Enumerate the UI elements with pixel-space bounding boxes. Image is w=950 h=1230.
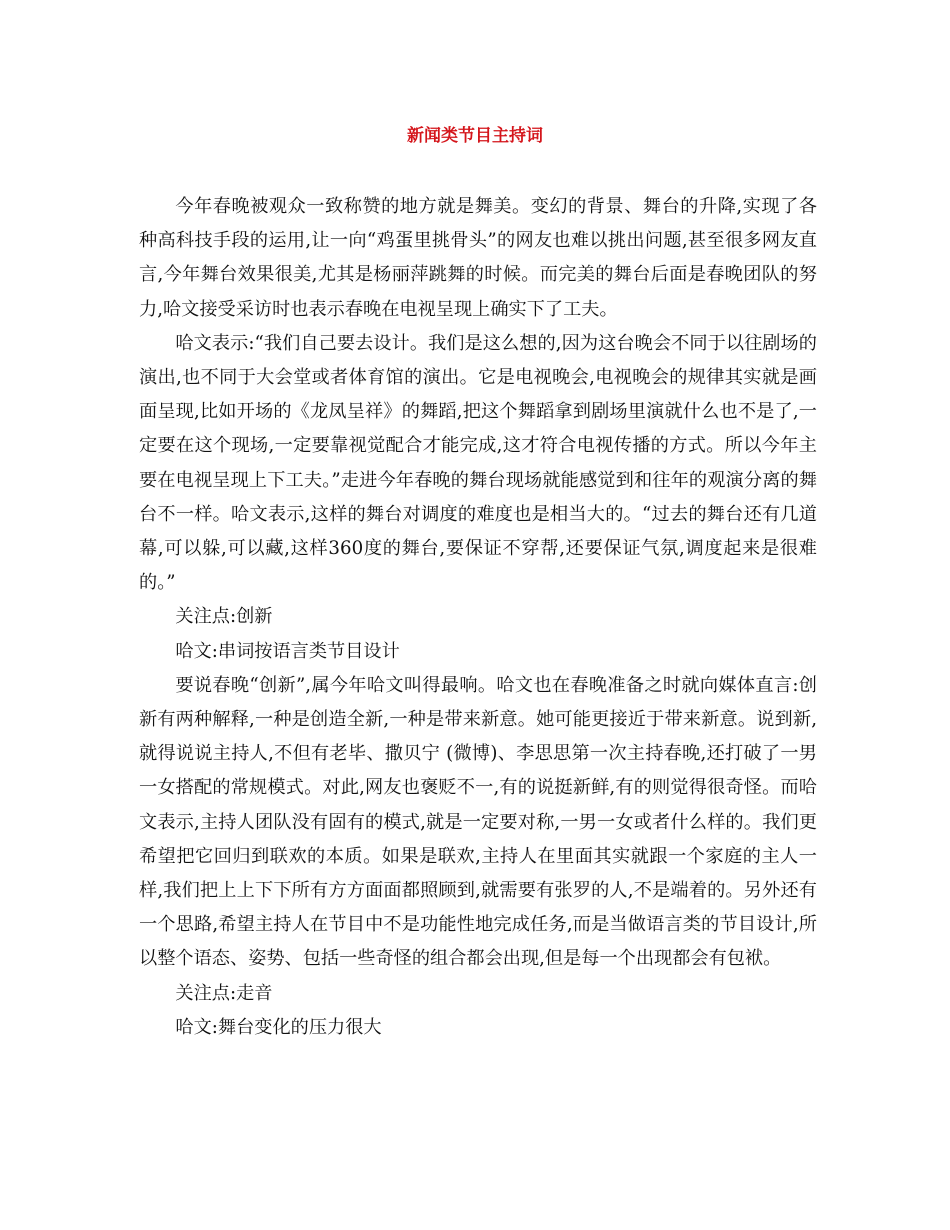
section-heading-innovation: 关注点:创新: [175, 606, 273, 628]
paragraph-innovation: 要说春晚“创新”,属今年哈文叫得最响。哈文也在春晚准备之时就向媒体直言:创新有两种解释,一种是创造全新,一种是带来新意。她可能更接近于带来新意。说到新,就得说说主持人,不但有老毕、撒贝宁 (微博)、李思思第一次主持春晚,还打破了一男一女搭配的常规模式。对此,网友也褒贬不一,有的说挺新鲜,有的则觉得很奇怪。而哈文表示,主持人团队没有固有的模式,就是一定要对称,一男一女或者什么样的。我们更希望把它回归到联欢的本质。如果是联欢,主持人在里面其实就跟一个家庭的主人一样,我们把上上下下所有方方面面都照顾到,就需要有张罗的人,不是端着的。另外还有一个思路,希望主持人在节目中不是功能性地完成任务,而是当做语言类的节目设计,所以整个语态、姿势、包括一些奇怪的组合都会出现,但是每一个出现都会有包袱。: [139, 674, 817, 970]
section-subheading-host-lines: 哈文:串词按语言类节目设计: [175, 640, 400, 662]
section-subheading-stage-pressure: 哈文:舞台变化的压力很大: [175, 1016, 382, 1038]
paragraph-hawen-quote: 哈文表示:“我们自己要去设计。我们是这么想的,因为这台晚会不同于以往剧场的演出,也不同于大会堂或者体育馆的演出。它是电视晚会,电视晚会的规律其实就是画面呈现,比如开场的《龙凤呈祥》的舞蹈,把这个舞蹈拿到剧场里演就什么也不是了,一定要在这个现场,一定要靠视觉配合才能完成,这才符合电视传播的方式。所以今年主要在电视呈现上下工夫。”走进今年春晚的舞台现场就能感觉到和往年的观演分离的舞台不一样。哈文表示,这样的舞台对调度的难度也是相当大的。“过去的舞台还有几道幕,可以躲,可以藏,这样360度的舞台,要保证不穿帮,还要保证气氛,调度起来是很难的。”: [139, 332, 817, 594]
document-body: [139, 190, 817, 1045]
section-heading-off-key: 关注点:走音: [175, 982, 273, 1004]
document-title: 新闻类节目主持词: [407, 126, 543, 146]
paragraph-stage-design: 今年春晚被观众一致称赞的地方就是舞美。变幻的背景、舞台的升降,实现了各种高科技手段的运用,让一向“鸡蛋里挑骨头”的网友也难以挑出问题,甚至很多网友直言,今年舞台效果很美,尤其是杨丽萍跳舞的时候。而完美的舞台后面是春晚团队的努力,哈文接受采访时也表示春晚在电视呈现上确实下了工夫。: [139, 196, 817, 320]
